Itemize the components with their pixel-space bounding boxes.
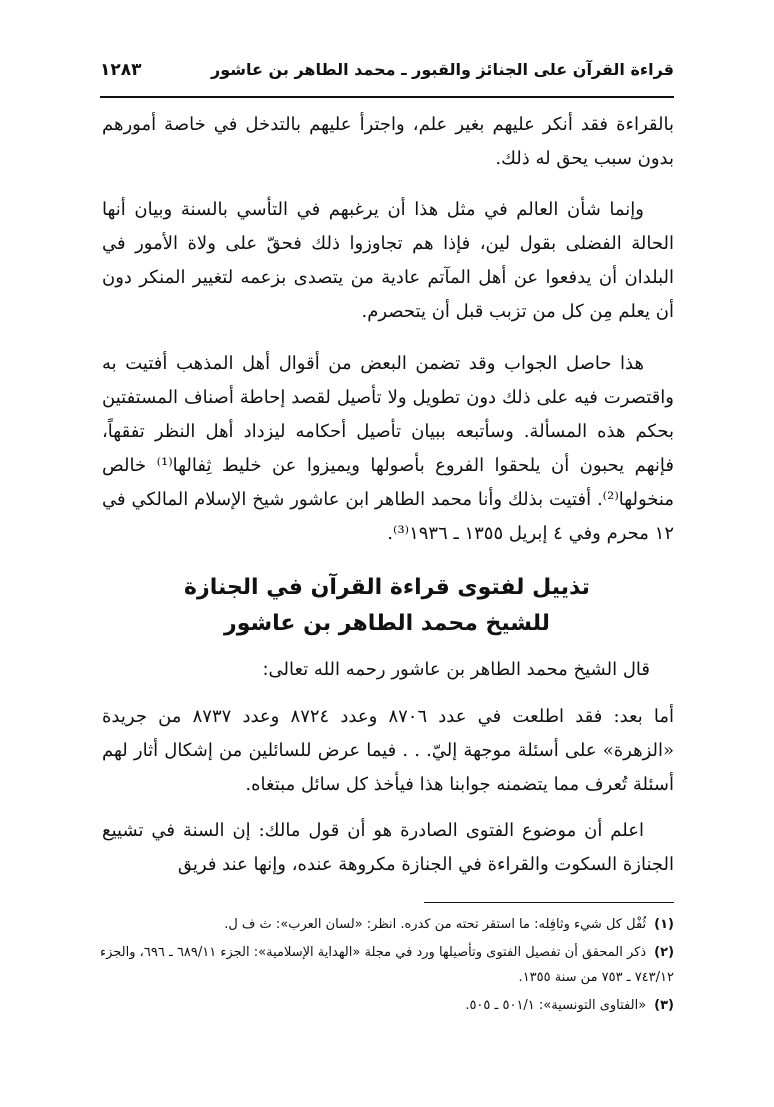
section-intro (100, 653, 674, 687)
paragraph-text: أما بعد: فقد اطلعت في عدد ٨٧٠٦ وعدد ٨٧٢٤ وعدد ٨٧٣٧ من جريدة «الزهرة» على أسئلة موجهة إليّ. . . فيما عرض للسائلين من إشكال أثار لهم أسئلة تُعرف مما يتضمنه جوابنا هذا فيأخذ كل سائل مبتغاه. (102, 706, 675, 795)
footnote-2 (100, 940, 674, 990)
running-title: قراءة القرآن على الجنائز والقبور ـ محمد الطاهر بن عاشور (211, 60, 674, 79)
paragraph-text: اعلم أن موضوع الفتوى الصادرة هو أن قول مالك: إن السنة في تشييع الجنازة السكوت والقراءة في الجنازة مكروهة عنده، وإنها عند فريق (102, 820, 674, 875)
intro-text: قال الشيخ محمد الطاهر بن عاشور رحمه الله تعالى: (262, 659, 650, 680)
body-paragraph-3 (102, 347, 674, 551)
footnote-number: (٢) (654, 945, 675, 960)
footnote-number: (١) (654, 917, 674, 932)
section-heading-line-1: تذييل لفتوى قراءة القرآن في الجنازة (184, 575, 590, 600)
footnote-number: (٣) (654, 998, 674, 1013)
body-paragraph-2 (102, 193, 674, 329)
body-paragraph-1 (102, 108, 674, 176)
running-header (100, 58, 674, 88)
section-heading (100, 570, 674, 642)
paragraph-text: هذا حاصل الجواب وقد تضمن البعض من أقوال أهل المذهب أفتيت به واقتصرت فيه على ذلك دون تطويل ولا تأصيل لقصد إحاطة أصناف المستفتين بحكم هذه المسألة. وسأتبعه ببيان تأصيل أحكامه ليزداد أهل النظر تفقهاً، فإنهم يحبون أن يلحقوا الفروع بأصولها ويميزوا عن خليط ثِفالها⁽¹⁾ خالص منخولها⁽²⁾. أفتيت بذلك وأنا محمد الطاهر ابن عاشور شيخ الإسلام المالكي في ١٢ محرم وفي ٤ إبريل ١٣٥٥ ـ ١٩٣٦⁽³⁾. (102, 353, 674, 544)
section-paragraph-1 (102, 700, 674, 802)
footnote-3 (100, 993, 674, 1018)
page-number: ١٢٨٣ (100, 60, 142, 80)
section-paragraph-2 (102, 814, 674, 882)
paragraph-text: بالقراءة فقد أنكر عليهم بغير علم، واجترأ عليهم بالتدخل في خاصة أمورهم بدون سبب يحق له ذلك. (102, 114, 674, 169)
header-divider (100, 96, 674, 98)
footnote-divider (424, 902, 674, 903)
footnote-text: ذكر المحقق أن تفصيل الفتوى وتأصيلها ورد في مجلة «الهداية الإسلامية»: الجزء ٦٨٩/١١ ـ ٦٩٦، والجزء ٧٤٣/١٢ ـ ٧٥٣ من سنة ١٣٥٥. (100, 945, 674, 985)
paragraph-text: وإنما شأن العالم في مثل هذا أن يرغبهم في التأسي بالسنة وبيان أنها الحالة الفضلى بقول لين، فإذا هم تجاوزوا ذلك فحقّ على ولاة الأمور في البلدان أن يدفعوا عن أهل المآتم عادية من يتصدى بزعمه لتغيير المنكر دون أن يعلم مِن كل من تزبب قبل أن يتحصرم. (102, 199, 674, 322)
footnote-1 (100, 912, 674, 937)
section-heading-line-2: للشيخ محمد الطاهر بن عاشور (224, 611, 550, 636)
footnote-text: «الفتاوى التونسية»: ٥٠١/١ ـ ٥٠٥. (465, 998, 647, 1013)
footnotes (100, 912, 674, 1021)
footnote-text: ثُفْل كل شيء وثافِله: ما استقر تحته من كدره. انظر: «لسان العرب»: ث ف ل. (224, 917, 647, 932)
